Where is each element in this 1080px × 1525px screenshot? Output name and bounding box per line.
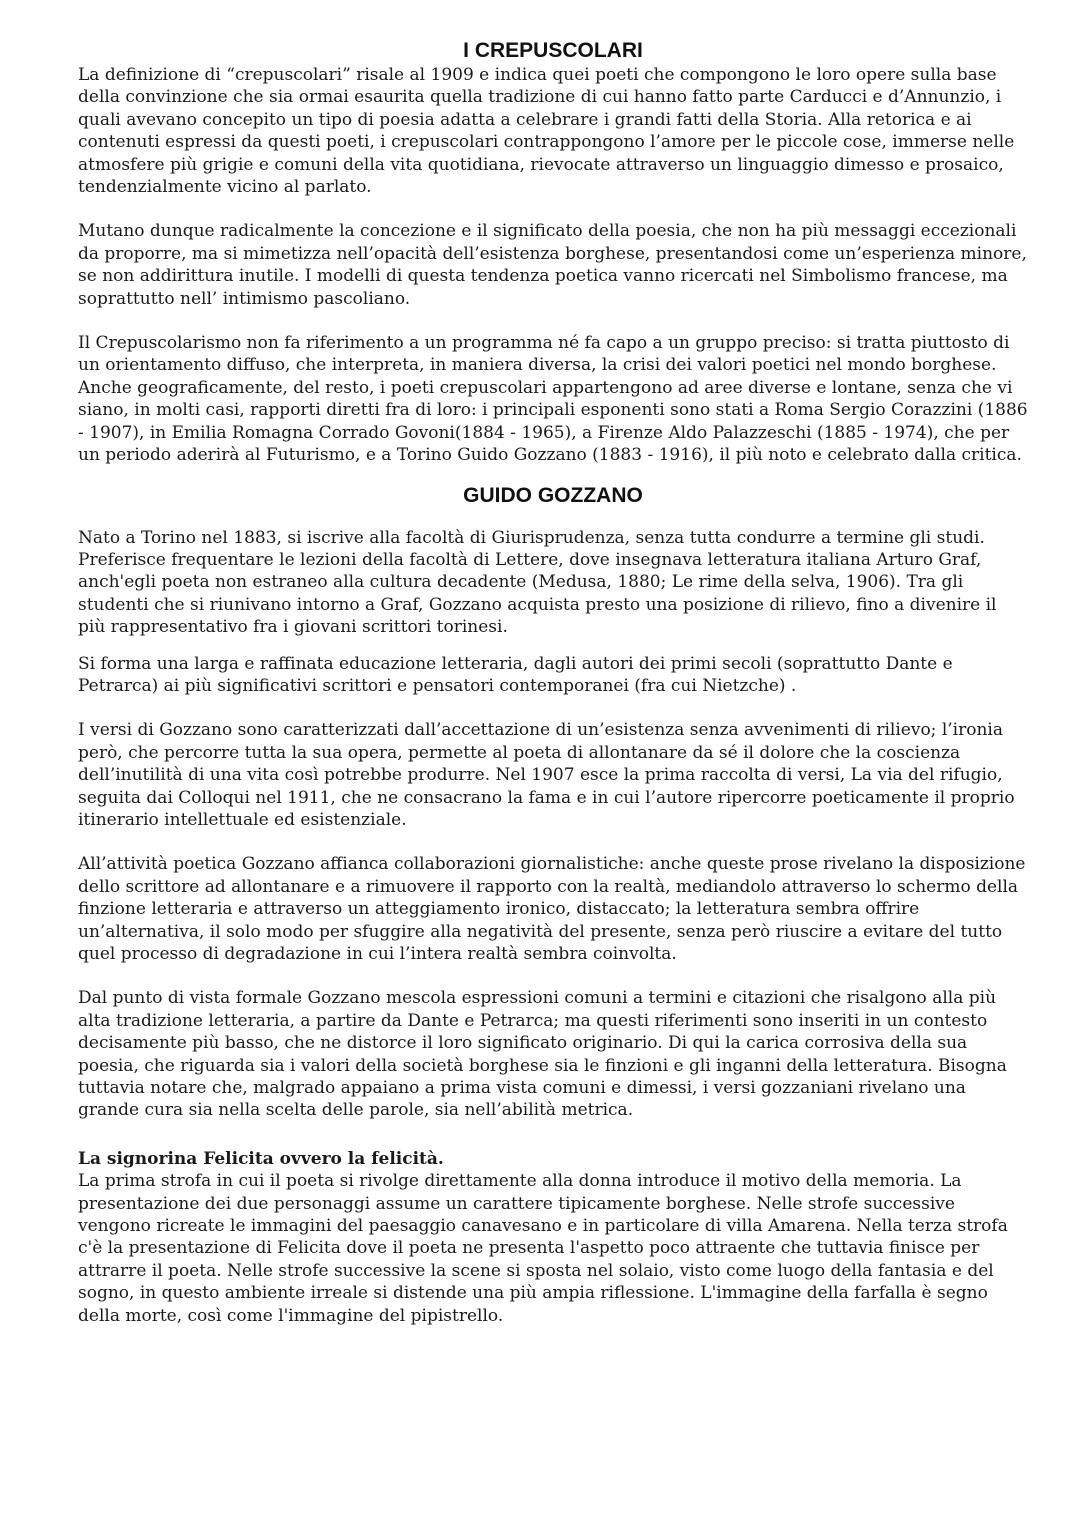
document-page: [78, 38, 1028, 1327]
paragraph-crepuscolari-3: Il Crepuscolarismo non fa riferimento a un programma né fa capo a un gruppo preciso: si tratta piuttosto di un orientamento diffuso, che interpreta, in maniera diversa, la crisi dei valori poetici nel mondo borghese. Anche geograficamente, del resto, i poeti crepuscolari appartengono ad aree diverse e lontane, senza che vi siano, in molti casi, rapporti diretti fra di loro: i principali esponenti sono stati a Roma Sergio Corazzini (1886 - 1907), in Emilia Romagna Corrado Govoni(1884 - 1965), a Firenze Aldo Palazzeschi (1885 - 1974), che per un periodo aderirà al Futurismo, e a Torino Guido Gozzano (1883 - 1916), il più noto e celebrato dalla critica.: [78, 333, 1028, 466]
paragraph-crepuscolari-2: Mutano dunque radicalmente la concezione e il significato della poesia, che non ha più messaggi eccezionali da proporre, ma si mimetizza nell’opacità dell’esistenza borghese, presentandosi come un’esperienza minore, se non addirittura inutile. I modelli di questa tendenza poetica vanno ricercati nel Simbolismo francese, ma soprattutto nell’ intimismo pascoliano.: [78, 221, 1027, 309]
paragraph-gozzano-3: I versi di Gozzano sono caratterizzati dall’accettazione di un’esistenza senza avvenimenti di rilievo; l’ironia però, che percorre tutta la sua opera, permette al poeta di allontanare da sé il dolore che la coscienza dell’inutilità di una vita così potrebbe produrre. Nel 1907 esce la prima raccolta di versi, La via del rifugio, seguita dai Colloqui nel 1911, che ne consacrano la fama e in cui l’autore ripercorre poeticamente il proprio itinerario intellettuale ed esistenziale.: [78, 720, 1015, 830]
paragraph-gozzano-2: Si forma una larga e raffinata educazione letteraria, dagli autori dei primi secoli (soprattutto Dante e Petrarca) ai più significativi scrittori e pensatori contemporanei (fra cui Nietzche) .: [78, 653, 953, 696]
subheading-felicita: La signorina Felicita ovvero la felicità.: [78, 1148, 444, 1169]
paragraph-gozzano-1: Nato a Torino nel 1883, si iscrive alla facoltà di Giurisprudenza, senza tutta condurre a termine gli studi. Preferisce frequentare le lezioni della facoltà di Lettere, dove insegnava letteratura italiana Arturo Graf, anch'egli poeta non estraneo alla cultura decadente (Medusa, 1880; Le rime della selva, 1906). Tra gli studenti che si riunivano intorno a Graf, Gozzano acquista presto una posizione di rilievo, fino a divenire il più rappresentativo fra i giovani scrittori torinesi.: [78, 527, 997, 638]
paragraph-gozzano-4: All’attività poetica Gozzano affianca collaborazioni giornalistiche: anche queste prose rivelano la disposizione dello scrittore ad allontanare e a rimuovere il rapporto con la realtà, mediandolo attraverso lo schermo della finzione letteraria e attraverso un atteggiamento ironico, distaccato; la letteratura sembra offrire un’alternativa, il solo modo per sfuggire alla negatività del presente, senza però riuscire a evitare del tutto quel processo di degradazione in cui l’intera realtà sembra coinvolta.: [78, 854, 1026, 964]
paragraph-gozzano-5: Dal punto di vista formale Gozzano mescola espressioni comuni a termini e citazioni che risalgono alla più alta tradizione letteraria, a partire da Dante e Petrarca; ma questi riferimenti sono inseriti in un contesto decisamente più basso, che ne distorce il loro significato originario. Di qui la carica corrosiva della sua poesia, che riguarda sia i valori della società borghese sia le finzioni e gli inganni della letteratura. Bisogna tuttavia notare che, malgrado appaiano a prima vista comuni e dimessi, i versi gozzaniani rivelano una grande cura sia nella scelta delle parole, sia nell’abilità metrica.: [78, 988, 1007, 1121]
paragraph-felicita: La prima strofa in cui il poeta si rivolge direttamente alla donna introduce il motivo della memoria. La presentazione dei due personaggi assume un carattere tipicamente borghese. Nelle strofe successive vengono ricreate le immagini del paesaggio canavesano e in particolare di villa Amarena. Nella terza strofa c'è la presentazione di Felicita dove il poeta ne presenta l'aspetto poco attraente che tuttavia finisce per attrarre il poeta. Nelle strofe successive la scene si sposta nel solaio, visto come luogo della fantasia e del sogno, in questo ambiente irreale si distende una più ampia riflessione. L'immagine della farfalla è segno della morte, così come l'immagine del pipistrello.: [78, 1171, 1008, 1326]
section-title-crepuscolari: I CREPUSCOLARI: [463, 39, 643, 62]
section-title-gozzano: GUIDO GOZZANO: [463, 483, 643, 507]
paragraph-crepuscolari-1: La definizione di “crepuscolari” risale al 1909 e indica quei poeti che compongono le loro opere sulla base della convinzione che sia ormai esaurita quella tradizione di cui hanno fatto parte Carducci e d’Annunzio, i quali avevano concepito un tipo di poesia adatta a celebrare i grandi fatti della Storia. Alla retorica e ai contenuti espressi da questi poeti, i crepuscolari contrappongono l’amore per le piccole cose, immerse nelle atmosfere più grigie e comuni della vita quotidiana, rievocate attraverso un linguaggio dimesso e prosaico, tendenzialmente vicino al parlato.: [78, 65, 1015, 198]
